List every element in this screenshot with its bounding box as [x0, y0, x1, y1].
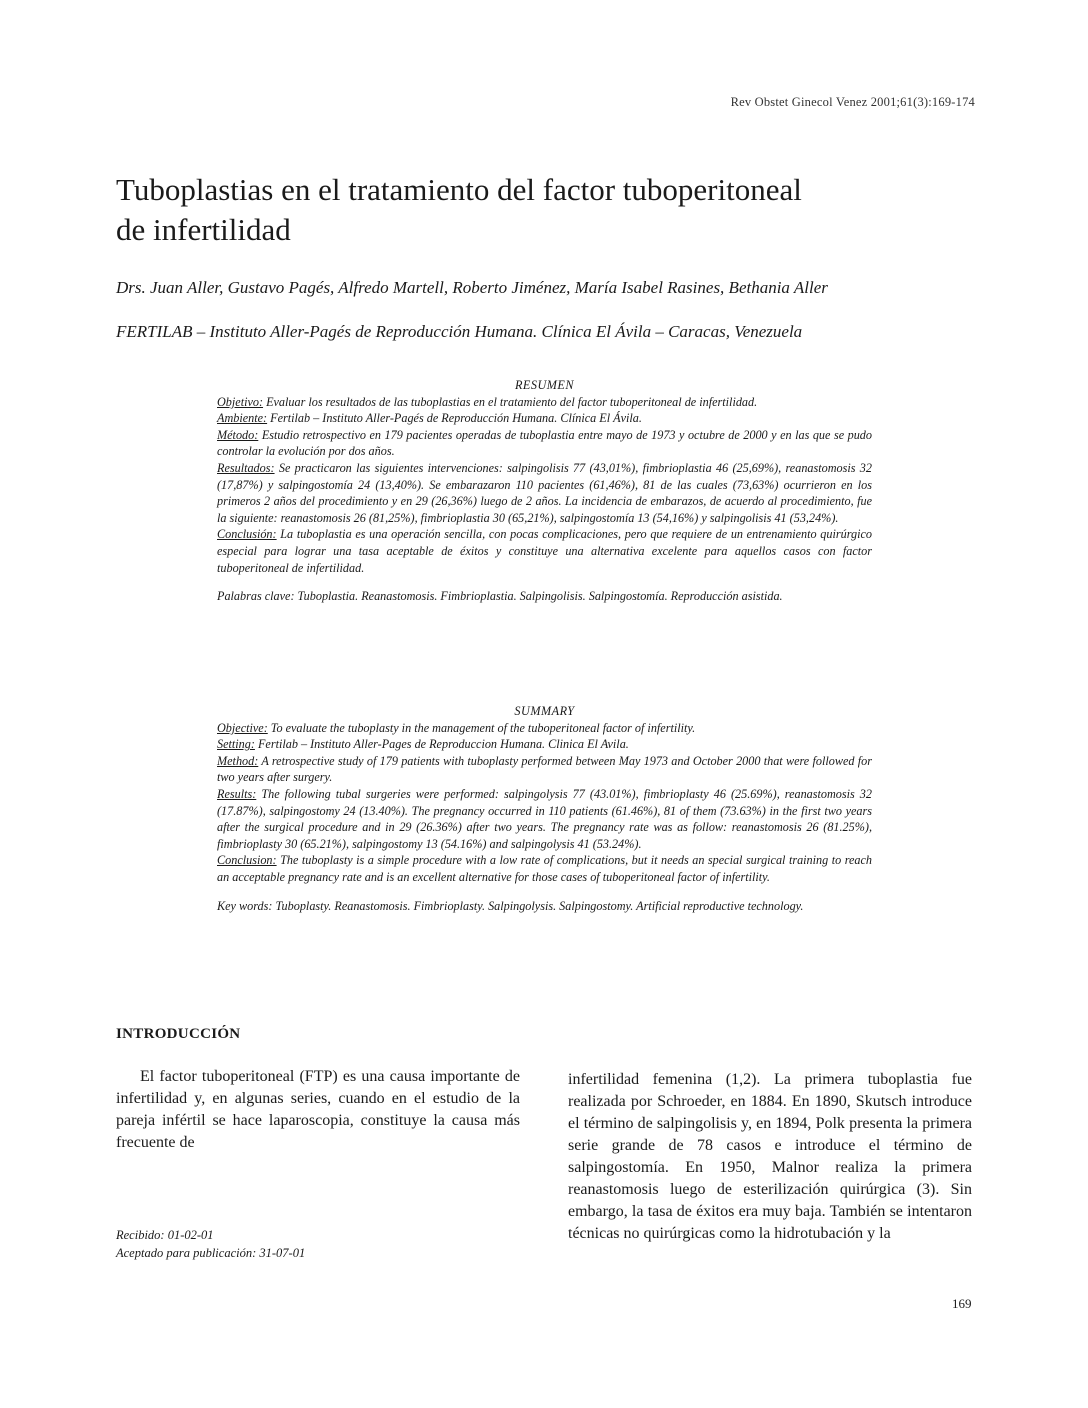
setting-label: Setting: [217, 737, 255, 752]
results-text: The following tubal surgeries were performed: salpingolysis 77 (43.01%), fimbrioplasty 46 (25.69%), reanastomosis 32 (17.87%), salpingostomy 24 (13.40%). The pregnancy occurred in 110 patients (61.46%), 81 of them (73.63%) in the first two years after the surgical procedure and in 29 (26.36%) after two years. The pregnancy rate was as follow: reanastomosis 26 (81.25%), fimbrioplasty 30 (65.21%), salpingostomy 13 (54.16%) and salpingolysis 41 (53.24%). [217, 786, 872, 851]
objective-text: To evaluate the tuboplasty in the management of the tuboperitoneal factor of infertility. [267, 720, 696, 735]
results-label: Results: [217, 786, 257, 801]
accepted-date: Aceptado para publicación: 31-07-01 [116, 1246, 306, 1260]
received-date: Recibido: 01-02-01 [116, 1228, 214, 1242]
article-dates [116, 1226, 305, 1262]
summary-objective [217, 720, 872, 737]
summary-method [217, 753, 872, 786]
resumen-heading: RESUMEN [514, 378, 574, 392]
resumen-resultados [217, 460, 872, 526]
article-title [116, 170, 916, 250]
conclusion-text: La tuboplastia es una operación sencilla, con pocas complicaciones, pero que requiere de un entrenamiento quirúrgico especial para lograr una tasa aceptable de éxitos y constituye una alternativa excelente para aquellos casos con factor tuboperitoneal de infertilidad. [217, 527, 872, 575]
section-heading-introduccion: INTRODUCCIÓN [116, 1026, 241, 1042]
resultados-label: Resultados: [217, 460, 275, 475]
resultados-text: Se practicaron las siguientes intervenciones: salpingolisis 77 (43,01%), fimbrioplastia 46 (25,69%), reanastomosis 32 (17,87%) y salpingostomía 24 (13,40%). Se embarazaron 110 pacientes (61,46%), 81 de las cuales (73,63%) ocurrieron en los primeros 2 años del procedimiento y en 29 (26,36%) luego de 2 años. La incidencia de embarazos, de acuerdo al procedimiento, fue la siguiente: reanastomosis 26 (81,25%), fimbrioplastia 30 (65,21%), salpingostomía 13 (54,16%) y salpingolisis 41 (53,24%). [217, 460, 872, 525]
summary-setting [217, 736, 872, 753]
affiliation: FERTILAB – Instituto Aller-Pagés de Reproducción Humana. Clínica El Ávila – Caracas, Venezuela [116, 322, 803, 341]
method-text: A retrospective study of 179 patients with tuboplasty performed between May 1973 and October 2000 that were followed for two years after surgery. [217, 753, 872, 785]
key-words: Key words: Tuboplasty. Reanastomosis. Fimbrioplasty. Salpingolysis. Salpingostomy. Artificial reproductive technology. [217, 898, 804, 913]
ambiente-label: Ambiente: [217, 411, 268, 426]
ambiente-text: Fertilab – Instituto Aller-Pagés de Reproducción Humana. Clínica El Ávila. [267, 411, 642, 426]
metodo-text: Estudio retrospectivo en 179 pacientes operadas de tuboplastia entre mayo de 1973 y octubre de 2000 y en las que se pudo controlar la evolución por dos años. [217, 427, 872, 459]
resumen-conclusion [217, 526, 872, 576]
objective-label: Objective: [217, 720, 268, 735]
palabras-clave: Palabras clave: Tuboplastia. Reanastomosis. Fimbrioplastia. Salpingolisis. Salpingostomía. Reproducción asistida. [217, 589, 783, 604]
metodo-label: Método: [217, 427, 259, 442]
resumen-objetivo [217, 394, 872, 411]
summary-results [217, 786, 872, 852]
conclusion-en-text: The tuboplasty is a simple procedure with a low rate of complications, but it needs an special surgical training to reach an acceptable pregnancy rate and is an excellent alternative for those cases of tuboperitoneal factor of infertility. [217, 853, 872, 884]
resumen-block [217, 377, 872, 605]
summary-conclusion [217, 852, 872, 885]
conclusion-en-label: Conclusion: [217, 853, 277, 868]
summary-heading: SUMMARY [514, 704, 575, 718]
author-list: Drs. Juan Aller, Gustavo Pagés, Alfredo Martell, Roberto Jiménez, María Isabel Rasines, Bethania Aller [116, 278, 828, 297]
objetivo-text: Evaluar los resultados de las tuboplastias en el tratamiento del factor tuboperitoneal de infertilidad. [263, 394, 758, 409]
conclusion-label: Conclusión: [217, 527, 277, 542]
setting-text: Fertilab – Instituto Aller-Pages de Reproduccion Humana. Clinica El Avila. [254, 737, 629, 752]
resumen-metodo [217, 427, 872, 460]
intro-left-column: El factor tuboperitoneal (FTP) es una causa importante de infertilidad y, en algunas series, cuando en el estudio de la pareja infértil se hace laparoscopia, constituye la causa más frecuente de [116, 1068, 520, 1151]
intro-right-column: infertilidad femenina (1,2). La primera tuboplastia fue realizada por Schroeder, en 1884. En 1890, Skutsch introduce el término de salpingolisis y, en 1894, Polk presenta la primera serie grande de 78 casos e introduce el término de salpingostomía. En 1950, Malnor realiza la primera reanastomosis luego de esterilización quirúrgica (3). Sin embargo, la tasa de éxitos era muy baja. También se intentaron técnicas no quirúrgicas como la hidrotubación y la [568, 1071, 972, 1242]
journal-reference: Rev Obstet Ginecol Venez 2001;61(3):169-174 [730, 95, 975, 109]
resumen-ambiente [217, 410, 872, 427]
objetivo-label: Objetivo: [217, 394, 264, 409]
title-line-2: de infertilidad [116, 212, 291, 247]
summary-block [217, 703, 872, 914]
method-label: Method: [217, 753, 259, 768]
title-line-1: Tuboplastias en el tratamiento del factor tuboperitoneal [116, 172, 802, 207]
page-number: 169 [952, 1296, 972, 1311]
